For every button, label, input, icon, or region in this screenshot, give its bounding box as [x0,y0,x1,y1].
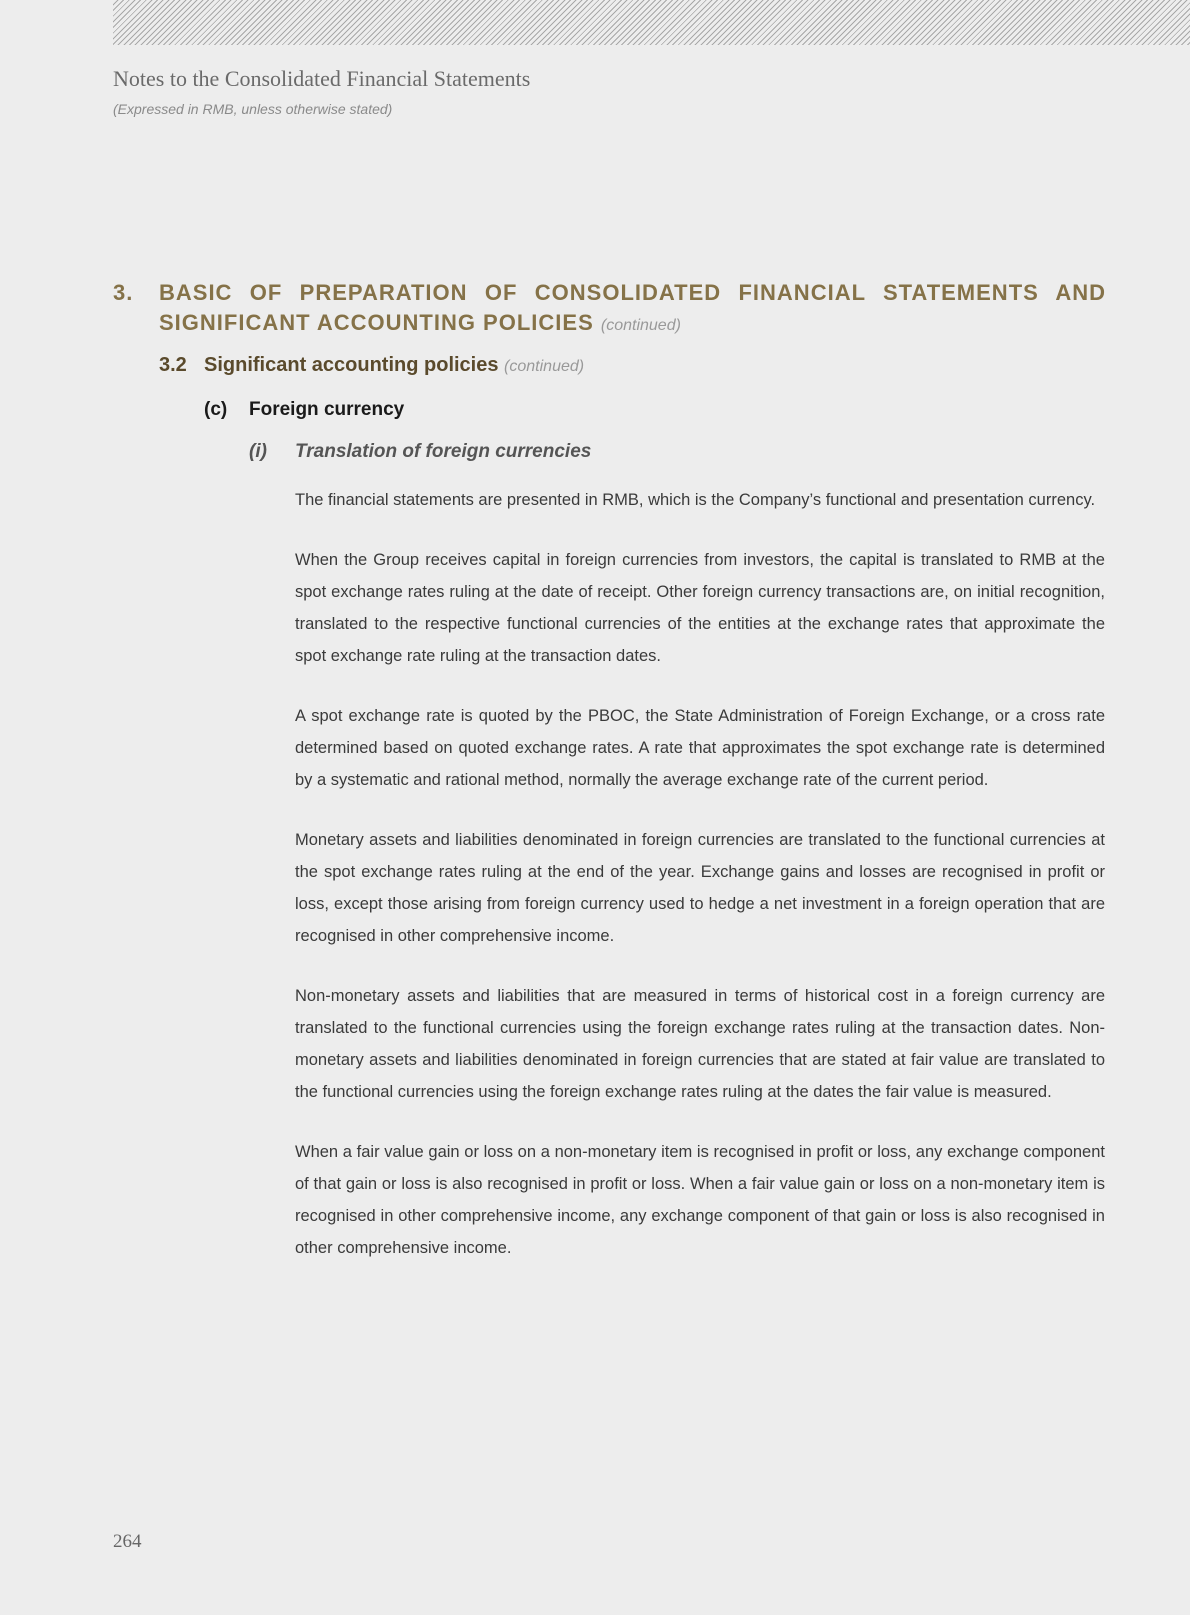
running-title: Notes to the Consolidated Financial Statements [113,66,531,91]
page-number: 264 [113,1531,142,1552]
paragraph: When the Group receives capital in foreign currencies from investors, the capital is translated to RMB at the spot exchange rates ruling at the date of receipt. Other foreign currency transactions are, on initial recognition, translated to the respective functional currencies of the entities at the exchange rates that approximate the spot exchange rate ruling at the transaction dates. [295,551,1105,665]
section-heading [113,278,1106,341]
paragraph: Non-monetary assets and liabilities that are measured in terms of historical cost in a foreign currency are translated to the functional currencies using the foreign exchange rates ruling at the transaction dates. Non-monetary assets and liabilities denominated in foreign currencies that are stated at fair value are translated to the functional currencies using the foreign exchange rates ruling at the dates the fair value is measured. [295,987,1105,1101]
currency-note: (Expressed in RMB, unless otherwise stated) [113,101,393,117]
body-text [295,484,1105,1292]
subsection-title: Significant accounting policies [204,354,499,376]
subitem-number: (i) [249,441,267,462]
paragraph: When a fair value gain or loss on a non-monetary item is recognised in profit or loss, any exchange component of that gain or loss is also recognised in profit or loss. When a fair value gain or loss on a non-monetary item is recognised in other comprehensive income, any exchange component of that gain or loss is also recognised in other comprehensive income. [295,1143,1105,1257]
subsection-continued: (continued) [504,358,585,375]
item-title: Foreign currency [249,399,405,420]
paragraph: A spot exchange rate is quoted by the PBOC, the State Administration of Foreign Exchange, or a cross rate determined based on quoted exchange rates. A rate that approximates the spot exchange rate is determined by a systematic and rational method, normally the average exchange rate of the current period. [295,707,1105,789]
subsection-heading [159,354,584,377]
section-title: BASIC OF PREPARATION OF CONSOLIDATED FINANCIAL STATEMENTS AND SIGNIFICANT ACCOUNTING POLICIES [159,280,1106,335]
decorative-hatch-band [113,0,1190,45]
item-number: (c) [204,399,228,420]
section-continued: (continued) [600,317,681,334]
paragraph: The financial statements are presented in RMB, which is the Company’s functional and presentation currency. [295,491,1096,509]
subitem-heading [249,441,591,463]
subsection-number: 3.2 [159,354,187,376]
subitem-title: Translation of foreign currencies [295,441,592,462]
item-heading [204,399,404,421]
paragraph: Monetary assets and liabilities denominated in foreign currencies are translated to the functional currencies at the spot exchange rates ruling at the end of the year. Exchange gains and losses are recognised in profit or loss, except those arising from foreign currency used to hedge a net investment in a foreign operation that are recognised in other comprehensive income. [295,831,1105,945]
section-number: 3. [113,280,134,305]
